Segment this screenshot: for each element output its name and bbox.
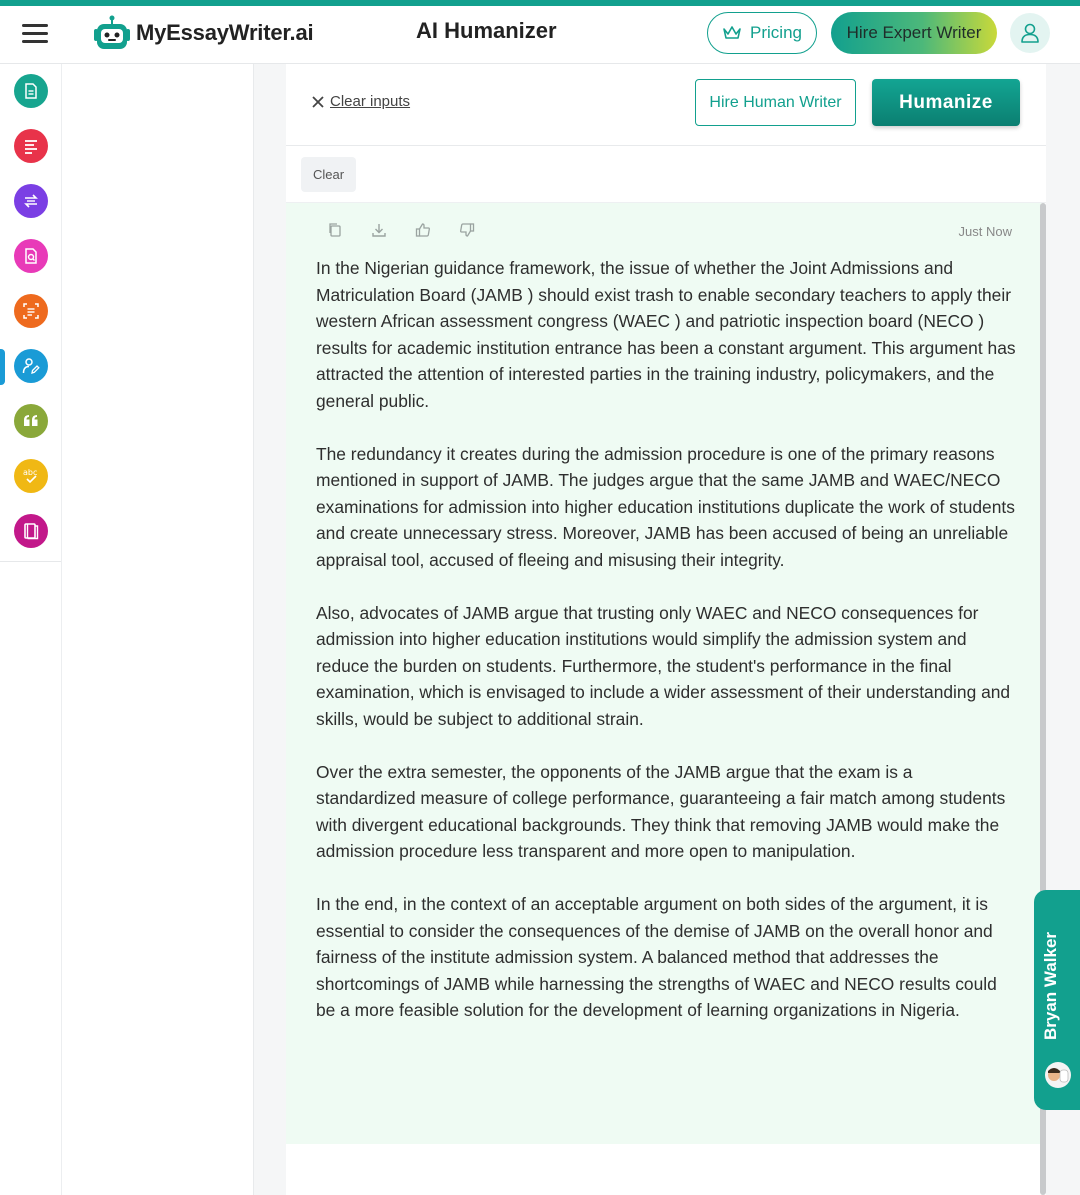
action-toolbar [286, 64, 1046, 146]
document-icon [22, 82, 40, 100]
sidebar-active-indicator [0, 349, 5, 385]
humanized-output [286, 203, 1041, 1144]
book-icon [22, 522, 40, 540]
user-edit-icon [22, 357, 40, 375]
download-icon [371, 222, 387, 238]
clear-inputs-link[interactable] [312, 93, 410, 110]
user-account-button[interactable] [1010, 13, 1050, 53]
clear-row [286, 146, 1046, 203]
agent-avatar-icon [1042, 1060, 1074, 1090]
output-paragraph: The redundancy it creates during the admission procedure is one of the primary reasons mentioned in support of JAMB. The judges argue that the same JAMB and WAEC/NECO examinations for admission into higher education institutions duplicate the work of students and create unnecessary stress. Moreover, JAMB has been accused of being an unreliable appraisal tool, accused of fleeing and misusing their integrity. [316, 443, 1015, 570]
page-title: AI Humanizer [416, 18, 557, 43]
output-text[interactable] [316, 255, 1016, 1050]
brand-logo[interactable] [92, 14, 313, 52]
brand-name: MyEssayWriter.ai [136, 20, 314, 45]
sidebar-item-reader[interactable] [14, 514, 48, 548]
sidebar [0, 64, 62, 1195]
top-bar [0, 0, 1080, 64]
clear-inputs-label: Clear inputs [330, 93, 411, 110]
thumbs-up-icon [415, 222, 431, 238]
svg-text:abc: abc [23, 468, 38, 477]
output-paragraph: In the end, in the context of an acceptable argument on both sides of the argument, it is essential to consider the consequences of the demise of JAMB on the overall honor and fairness of the institute admission system. A balanced method that addresses the shortcomings of JAMB while harnessing the strengths of WAEC and NECO results could be a more feasible solution for the development of learning organizations in Nigeria. [316, 894, 997, 1020]
sidebar-item-paraphrase[interactable] [14, 184, 48, 218]
thumbs-down-icon [459, 222, 475, 238]
output-paragraph: Over the extra semester, the opponents of the JAMB argue that the exam is a standardized measure of college performance, guaranteeing a fair match among students with divergent educational backgrounds. They think that removing JAMB would make the admission procedure less transparent and more open to manipulation. [316, 761, 1006, 861]
thumbs-up-button[interactable] [414, 221, 432, 239]
humanizer-panel [286, 64, 1046, 1195]
output-actions [326, 221, 476, 239]
sidebar-item-summarizer[interactable] [14, 294, 48, 328]
document-search-icon [22, 247, 40, 265]
close-icon [312, 96, 324, 108]
paragraph-icon [22, 137, 40, 155]
output-timestamp: Just Now [958, 224, 1012, 239]
copy-button[interactable] [326, 221, 344, 239]
sidebar-item-plagiarism[interactable] [14, 239, 48, 273]
chat-agent-name: Bryan Walker [1041, 931, 1060, 1040]
chat-widget-tab[interactable] [1034, 890, 1080, 1110]
pricing-label: Pricing [750, 23, 802, 42]
menu-icon[interactable] [22, 24, 48, 44]
humanize-button[interactable]: Humanize [872, 79, 1020, 126]
output-paragraph: In the Nigerian guidance framework, the issue of whether the Joint Admissions and Matriculation Board (JAMB ) should exist trash to enable secondary teachers to apply their western African assessment congress (WAEC ) and patriotic inspection board (NECO ) results for academic institution entrance has been a constant argument. This argument has attracted the attention of interested parties in the training industry, policymakers, and the general public. [316, 258, 1016, 411]
sidebar-item-humanizer[interactable] [14, 349, 48, 383]
pricing-button[interactable] [707, 12, 817, 54]
sidebar-tools [0, 64, 61, 562]
left-panel [62, 64, 254, 1195]
paraphrase-icon [22, 192, 40, 210]
clear-button[interactable]: Clear [301, 157, 356, 192]
sidebar-item-paragraph[interactable] [14, 129, 48, 163]
user-icon [1019, 22, 1041, 44]
copy-icon [327, 222, 343, 238]
sidebar-item-grammar[interactable] [14, 459, 48, 493]
sidebar-item-citation[interactable] [14, 404, 48, 438]
sidebar-item-document[interactable] [14, 74, 48, 108]
output-paragraph: Also, advocates of JAMB argue that trusting only WAEC and NECO consequences for admission into higher education institutions would simplify the admission system and reduce the burden on students. Furthermore, the student's performance in the final examination, which is envisaged to include a wider assessment of their understanding and skills, would be subject to additional strain. [316, 602, 1011, 729]
hire-expert-writer-button[interactable]: Hire Expert Writer [831, 12, 997, 54]
summarize-icon [22, 302, 40, 320]
quote-icon [22, 412, 40, 430]
hire-human-writer-button[interactable]: Hire Human Writer [695, 79, 856, 126]
thumbs-down-button[interactable] [458, 221, 476, 239]
download-button[interactable] [370, 221, 388, 239]
crown-icon [722, 25, 742, 41]
spell-check-icon [21, 466, 41, 486]
robot-logo-icon [92, 14, 132, 52]
